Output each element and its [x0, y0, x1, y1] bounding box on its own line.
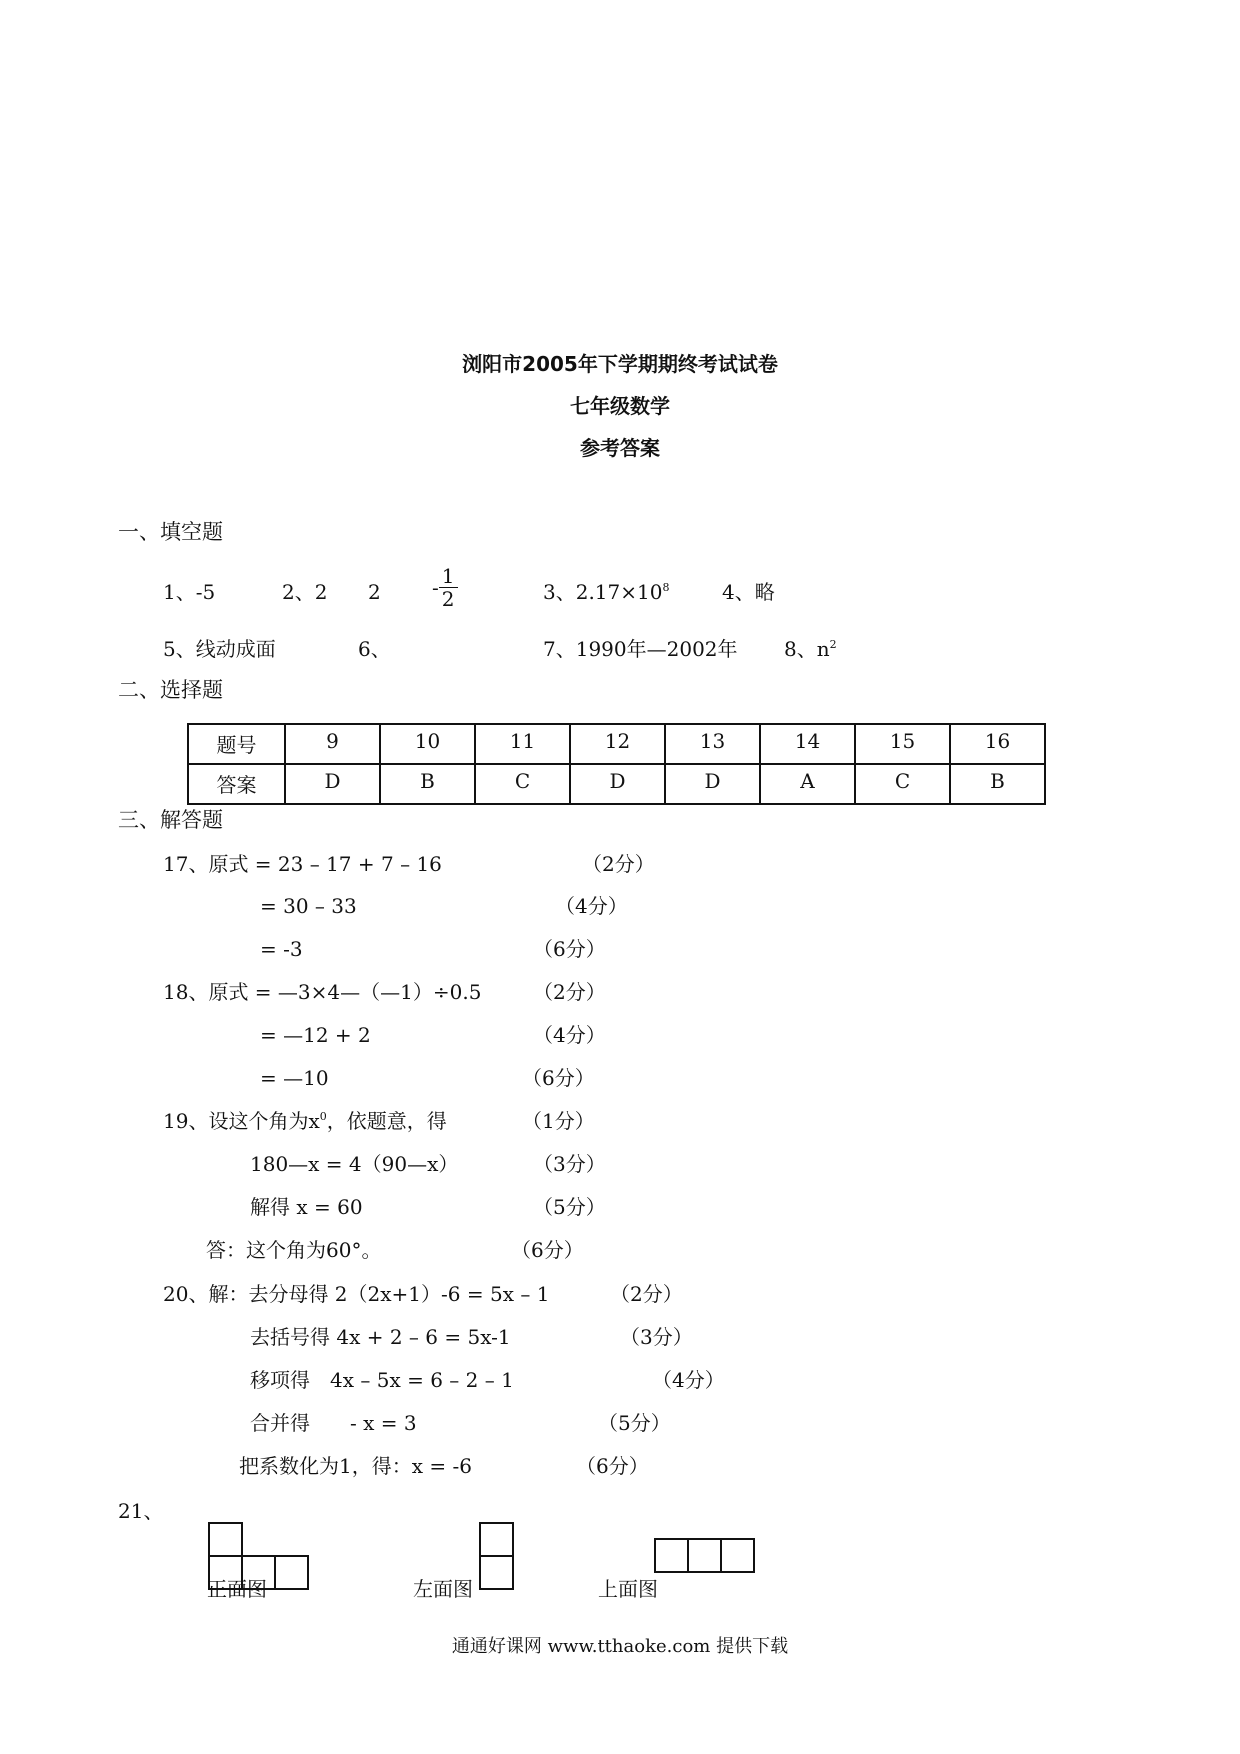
q19-line-2: 180—x = 4（90—x）	[250, 1152, 459, 1176]
table-header-cell: 答案	[188, 764, 285, 804]
section-solve-heading: 三、解答题	[118, 808, 223, 832]
q19-line-3: 解得 x = 60	[250, 1195, 363, 1219]
table-cell: D	[665, 764, 760, 804]
q18-line-1: 18、原式 = —3×4—（—1）÷0.5	[163, 980, 482, 1004]
table-cell: C	[475, 764, 570, 804]
top-view-square	[720, 1538, 755, 1573]
q19-score-4: （6分）	[511, 1238, 584, 1262]
table-cell: B	[380, 764, 475, 804]
answer-q8-base: 8、n	[784, 637, 830, 661]
table-cell: 13	[665, 724, 760, 764]
q19-score-3: （5分）	[533, 1195, 606, 1219]
table-row-numbers	[188, 724, 1045, 764]
table-row-answers	[188, 764, 1045, 804]
answer-q5: 5、线动成面	[163, 637, 276, 661]
q20-score-4: （5分）	[598, 1411, 671, 1435]
table-cell: 14	[760, 724, 855, 764]
q17-line-1: 17、原式 = 23 – 17 + 7 – 16	[163, 852, 442, 876]
top-view-square	[687, 1538, 722, 1573]
q20-line-5: 把系数化为1，得：x = -6	[239, 1454, 472, 1478]
q17-score-3: （6分）	[533, 937, 606, 961]
q18-line-2: = —12 + 2	[260, 1023, 371, 1047]
table-cell: C	[855, 764, 950, 804]
top-view-square	[654, 1538, 689, 1573]
fraction	[439, 565, 458, 610]
left-view-label: 左面图	[413, 1577, 473, 1601]
q17-score-1: （2分）	[582, 852, 655, 876]
q20-line-3: 移项得 4x – 5x = 6 – 2 – 1	[250, 1368, 514, 1392]
q17-score-2: （4分）	[555, 894, 628, 918]
q19-line-1-text: 19、设这个角为x	[163, 1109, 320, 1133]
section-fill-blank-heading: 一、填空题	[118, 520, 223, 544]
front-view-square	[208, 1522, 243, 1557]
answer-q3	[543, 580, 669, 604]
q20-score-5: （6分）	[576, 1454, 649, 1478]
q19-score-2: （3分）	[533, 1152, 606, 1176]
table-cell: 10	[380, 724, 475, 764]
table-cell: 12	[570, 724, 665, 764]
answer-q3-exponent: 8	[662, 581, 670, 594]
table-cell: 11	[475, 724, 570, 764]
q19-line-1-rest: ，依题意，得	[326, 1109, 447, 1133]
fraction-numerator: 1	[439, 565, 458, 588]
choice-answer-table	[187, 723, 1046, 805]
q19-line-4: 答：这个角为60°。	[206, 1238, 382, 1262]
table-cell: A	[760, 764, 855, 804]
q18-line-3: = —10	[260, 1066, 329, 1090]
q18-score-1: （2分）	[533, 980, 606, 1004]
q18-score-2: （4分）	[533, 1023, 606, 1047]
table-cell: 16	[950, 724, 1045, 764]
table-cell: B	[950, 764, 1045, 804]
q20-line-4: 合并得 - x = 3	[250, 1411, 417, 1435]
answer-q4: 4、略	[722, 580, 775, 604]
answer-q6: 6、	[358, 637, 391, 661]
front-view-square	[274, 1555, 309, 1590]
answer-q8	[784, 637, 837, 661]
q19-line-1	[163, 1109, 447, 1133]
q20-score-2: （3分）	[620, 1325, 693, 1349]
table-cell: D	[285, 764, 380, 804]
answer-q1: 1、-5	[163, 580, 216, 604]
q20-line-1: 20、解：去分母得 2（2x+1）-6 = 5x – 1	[163, 1282, 550, 1306]
answer-q2-third	[432, 565, 458, 610]
q17-line-2: = 30 – 33	[260, 894, 357, 918]
q20-score-1: （2分）	[610, 1282, 683, 1306]
fraction-denominator: 2	[441, 587, 455, 611]
table-cell: 15	[855, 724, 950, 764]
page-subtitle: 七年级数学	[570, 394, 670, 418]
top-view-label: 上面图	[598, 1577, 658, 1601]
left-view-square	[479, 1522, 514, 1557]
q17-line-3: = -3	[260, 937, 303, 961]
left-view-square	[479, 1555, 514, 1590]
front-view-label: 正面图	[207, 1577, 267, 1601]
q18-score-3: （6分）	[522, 1066, 595, 1090]
answer-q2-second: 2	[368, 580, 381, 604]
answer-q3-base: 3、2.17×10	[543, 580, 663, 604]
q20-line-2: 去括号得 4x + 2 – 6 = 5x-1	[250, 1325, 511, 1349]
q19-degree-exponent: 0	[319, 1110, 327, 1123]
page-subtitle-answers: 参考答案	[580, 436, 660, 460]
answer-q7: 7、1990年—2002年	[543, 637, 738, 661]
q20-score-3: （4分）	[652, 1368, 725, 1392]
table-cell: 9	[285, 724, 380, 764]
q21-label: 21、	[118, 1499, 164, 1523]
answer-q2: 2、2	[282, 580, 328, 604]
page-title: 浏阳市2005年下学期期终考试试卷	[462, 352, 778, 376]
q19-score-1: （1分）	[522, 1109, 595, 1133]
answer-q8-exponent: 2	[829, 638, 837, 651]
section-choice-heading: 二、选择题	[118, 678, 223, 702]
table-header-cell: 题号	[188, 724, 285, 764]
footer-source: 通通好课网 www.tthaoke.com 提供下载	[451, 1636, 789, 1657]
minus-sign: -	[432, 575, 439, 600]
table-cell: D	[570, 764, 665, 804]
